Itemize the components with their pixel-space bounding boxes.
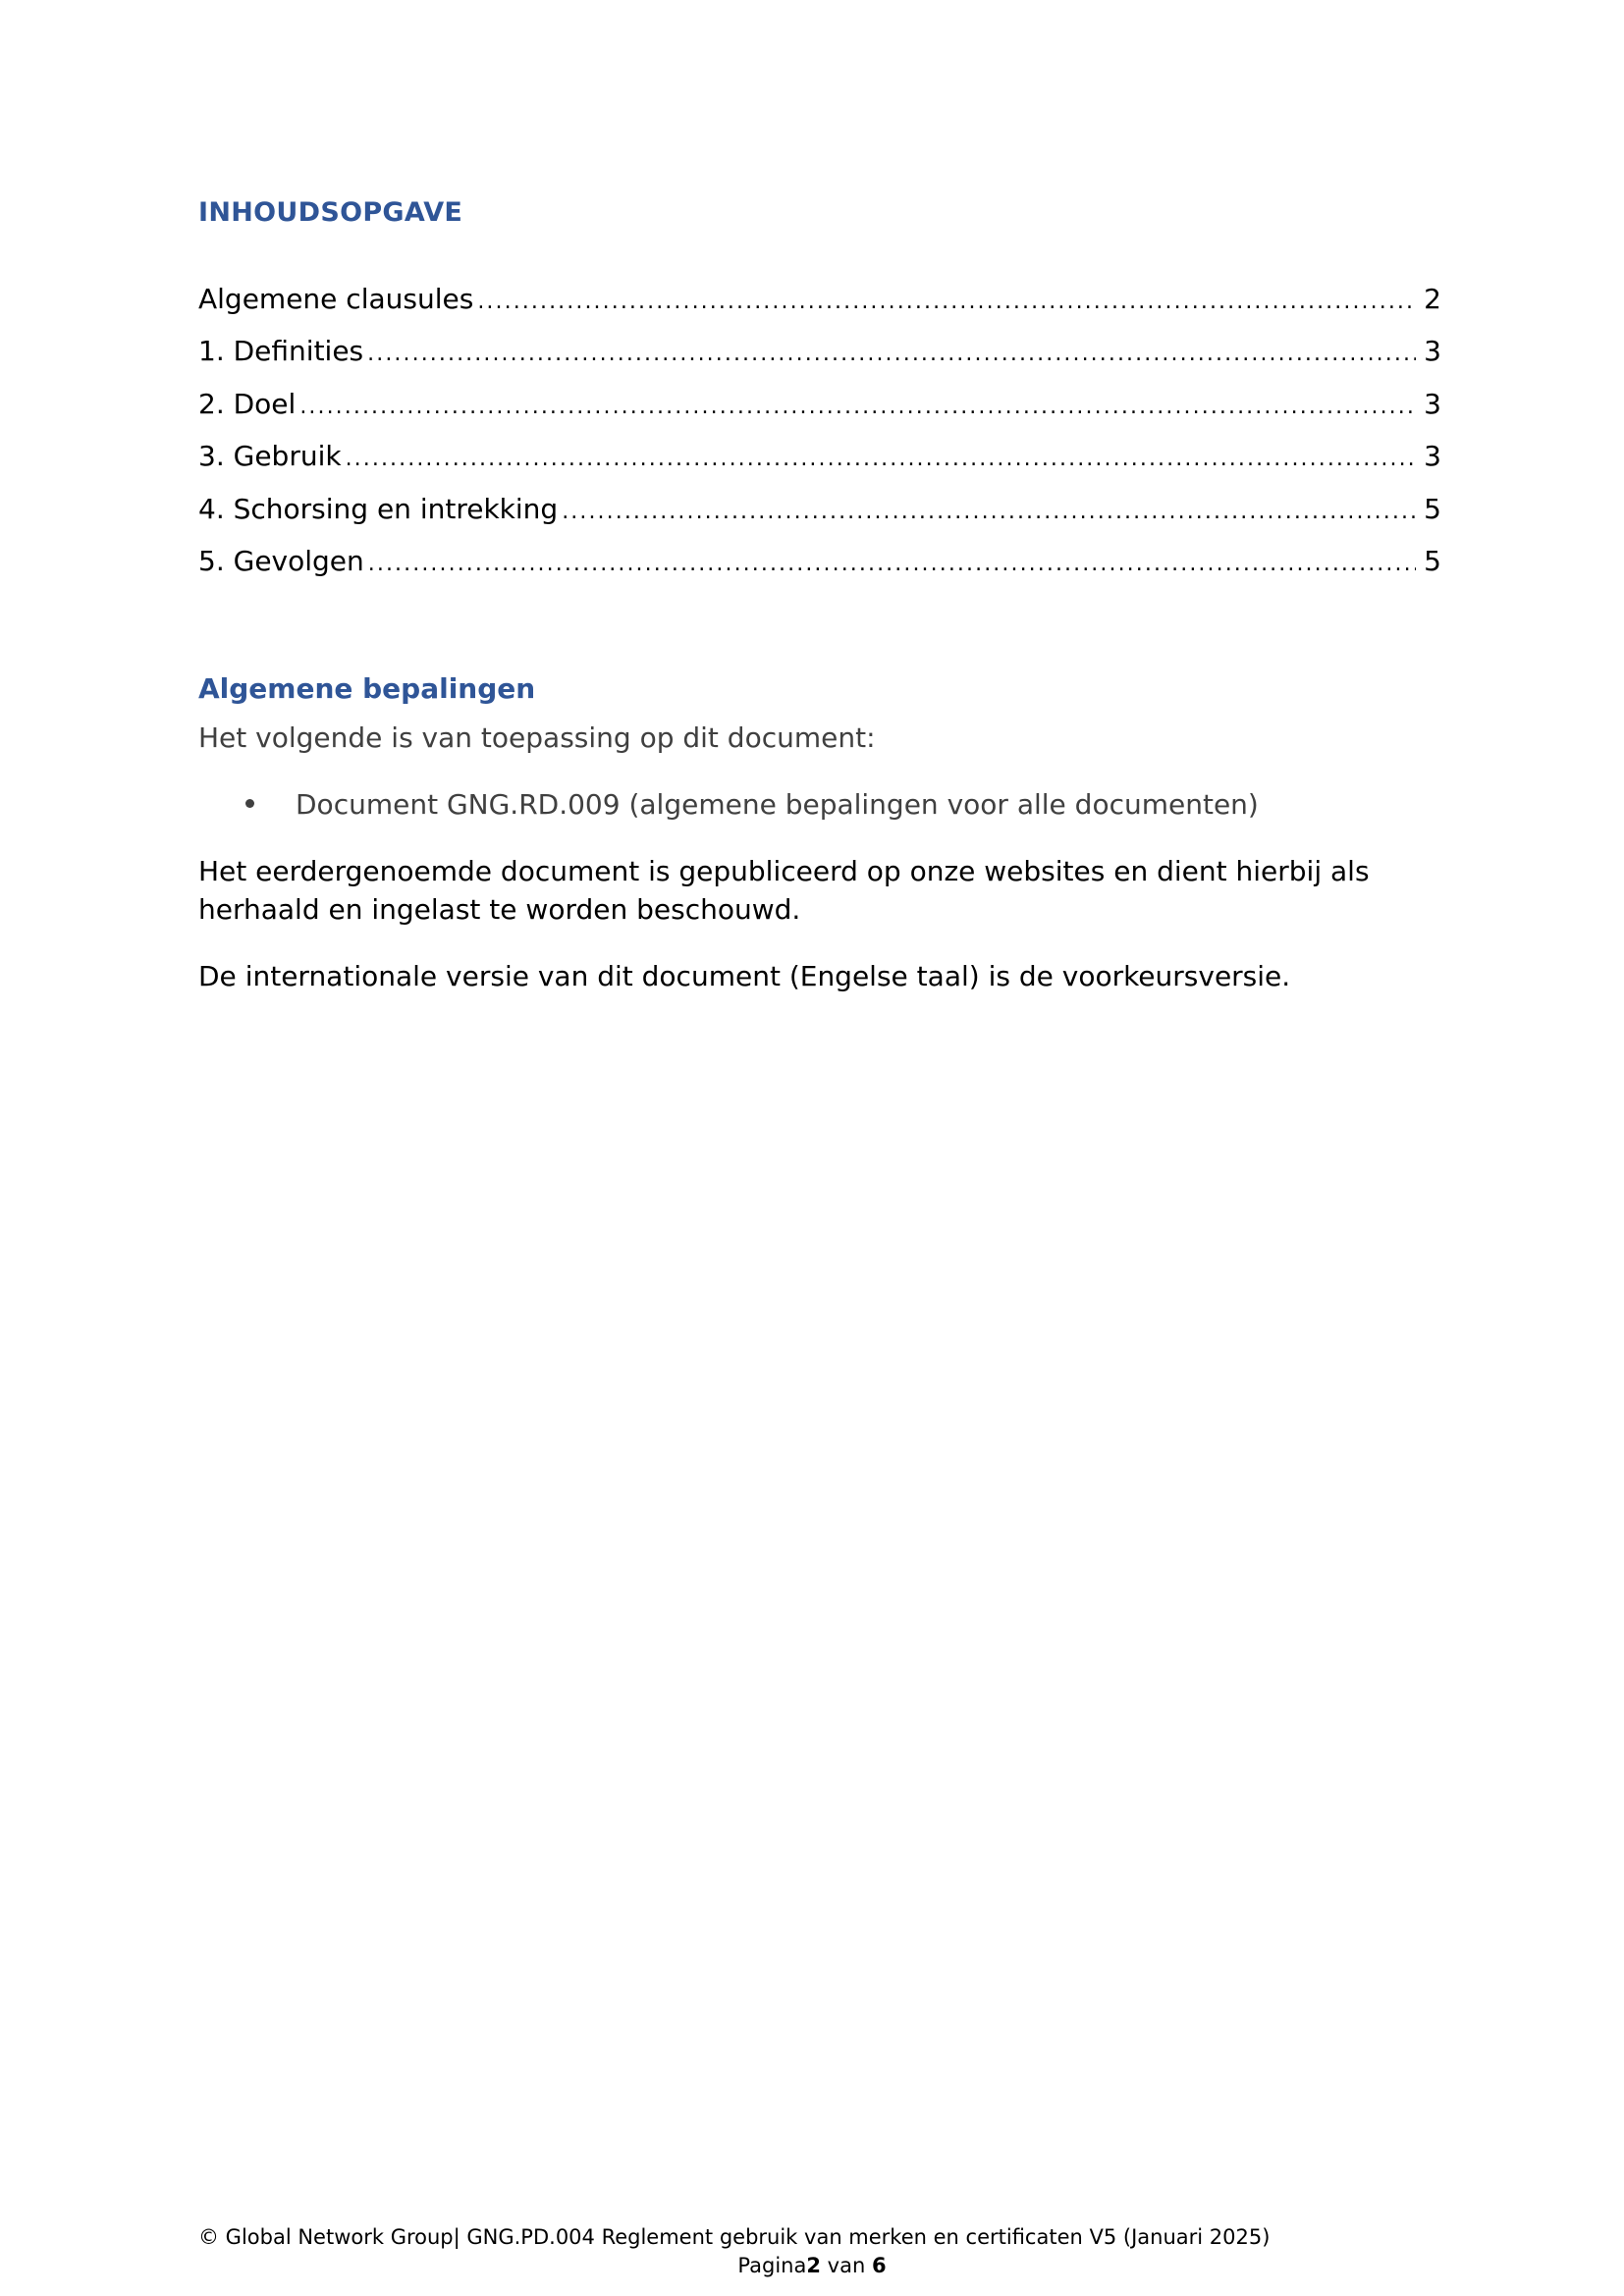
- bullet-icon: [245, 799, 254, 808]
- toc-entry-page: 3: [1424, 387, 1441, 420]
- toc-leader-dots: [562, 500, 1416, 524]
- toc-entry-page: 5: [1424, 544, 1441, 577]
- toc-leader-dots: [346, 447, 1416, 471]
- toc-entry-label: 2. Doel: [198, 387, 297, 420]
- list-item-text: Document GNG.RD.009 (algemene bepalingen voor alle documenten): [296, 788, 1259, 821]
- toc-entry[interactable]: [198, 440, 1441, 492]
- page-separator: van: [820, 2254, 872, 2277]
- toc-entry-label: 1. Definities: [198, 335, 364, 368]
- footer-page-number: [0, 2254, 1624, 2277]
- toc-entry-label: 5. Gevolgen: [198, 544, 364, 577]
- toc-entry-page: 3: [1424, 440, 1441, 473]
- toc-leader-dots: [367, 342, 1416, 366]
- toc-entry-label: 4. Schorsing en intrekking: [198, 492, 559, 525]
- footer-copyright: © Global Network Group| GNG.PD.004 Reglement gebruik van merken en certificaten V5 (Januari 2025): [198, 2225, 1271, 2249]
- toc-entry-label: 3. Gebruik: [198, 440, 342, 473]
- current-page-number: 2: [806, 2254, 821, 2277]
- page-label: Pagina: [737, 2254, 807, 2277]
- body-paragraph: Het eerdergenoemde document is gepubliceerd op onze websites en dient hierbij als herhaald en ingelast te worden beschouwd.: [198, 855, 1370, 926]
- body-paragraph: De internationale versie van dit document (Engelse taal) is de voorkeursversie.: [198, 960, 1291, 992]
- toc-entry-page: 5: [1424, 492, 1441, 525]
- toc-leader-dots: [368, 552, 1416, 576]
- toc-entry[interactable]: [198, 545, 1441, 597]
- list-item: [245, 788, 1259, 821]
- toc-entry-page: 2: [1424, 283, 1441, 315]
- toc-entry-label: Algemene clausules: [198, 283, 474, 315]
- section-heading: Algemene bepalingen: [198, 672, 536, 705]
- toc-entry-page: 3: [1424, 335, 1441, 368]
- toc-entry[interactable]: [198, 283, 1441, 335]
- total-page-number: 6: [871, 2254, 887, 2277]
- table-of-contents: [198, 283, 1441, 597]
- toc-leader-dots: [477, 290, 1416, 314]
- toc-title: INHOUDSOPGAVE: [198, 197, 463, 228]
- toc-entry[interactable]: [198, 388, 1441, 440]
- toc-entry[interactable]: [198, 335, 1441, 387]
- toc-entry[interactable]: [198, 493, 1441, 545]
- toc-leader-dots: [299, 395, 1416, 419]
- intro-text: Het volgende is van toepassing op dit document:: [198, 721, 876, 754]
